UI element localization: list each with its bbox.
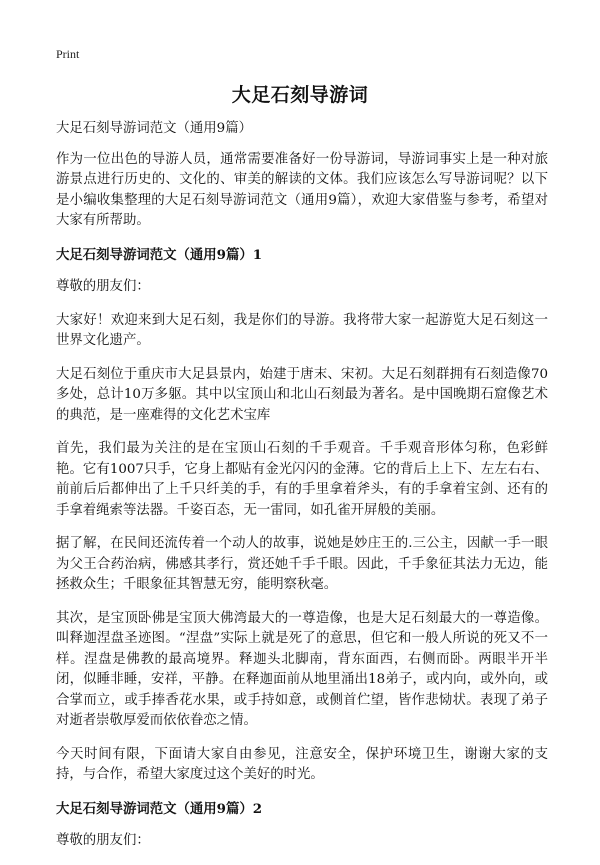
section-heading: 大足石刻导游词范文（通用9篇）1 xyxy=(56,246,263,263)
article-body xyxy=(56,119,548,865)
paragraph: 尊敬的朋友们： xyxy=(56,833,150,848)
section-heading: 大足石刻导游词范文（通用9篇）2 xyxy=(56,800,263,817)
paragraph: 据了解，在民间还流传着一个动人的故事，说她是妙庄王的.三公主，因献一手一眼为父王合药治病，佛感其孝行，赏还她千手千眼。因此，千手象征其法力无边，能拯救众生；千眼象征其智慧无穷，能明察秋毫。 xyxy=(56,536,548,592)
article-subtitle: 大足石刻导游词范文（通用9篇） xyxy=(56,121,252,136)
paragraph: 首先，我们最为关注的是在宝顶山石刻的千手观音。千手观音形体匀称，色彩鲜艳。它有1007只手，它身上都贴有金光闪闪的金薄。它的背后上上下、左左右右、前前后后都伸出了上千只纤美的手，有的手里拿着斧头，有的手拿着宝剑、还有的手拿着绳索等法器。千姿百态，无一雷同，如孔雀开屏般的美丽。 xyxy=(56,441,548,518)
print-link[interactable]: Print xyxy=(56,47,80,61)
paragraph: 尊敬的朋友们： xyxy=(56,279,150,294)
paragraph: 其次，是宝顶卧佛是宝顶大佛湾最大的一尊造像，也是大足石刻最大的一尊造像。叫释迦涅盘圣迹图。“涅盘”实际上就是死了的意思，但它和一般人所说的死又不一样。涅盘是佛教的最高境界。释迦头北脚南，背东面西，右侧而卧。两眼半开半闭，似睡非睡，安祥，平静。在释迦面前从地里涌出18弟子，或内向，或外向，或合掌而立，或手捧香花水果，或手持如意，或侧首伫望，皆作悲恸状。表现了弟子对逝者崇敬厚爱而依依眷恋之情。 xyxy=(56,610,548,728)
paragraph: 大足石刻位于重庆市大足县景内，始建于唐末、宋初。大足石刻群拥有石刻造像70多处，总计10万多躯。其中以宝顶山和北山石刻最为著名。是中国晚期石窟像艺术的典范，是一座难得的文化艺术宝库 xyxy=(56,366,548,423)
intro-paragraph: 作为一位出色的导游人员，通常需要准备好一份导游词，导游词事实上是一种对旅游景点进行历史的、文化的、审美的解读的文体。我们应该怎么写导游词呢？以下是小编收集整理的大足石刻导游词范文（通用9篇），欢迎大家借鉴与参考，希望对大家有所帮助。 xyxy=(56,151,548,228)
page-title: 大足石刻导游词 xyxy=(231,84,369,106)
paragraph: 今天时间有限，下面请大家自由参见，注意安全，保护环境卫生，谢谢大家的支持，与合作，希望大家度过这个美好的时光。 xyxy=(56,746,548,782)
paragraph: 大家好！欢迎来到大足石刻，我是你们的导游。我将带大家一起游览大足石刻这一世界文化遗产。 xyxy=(56,312,548,348)
